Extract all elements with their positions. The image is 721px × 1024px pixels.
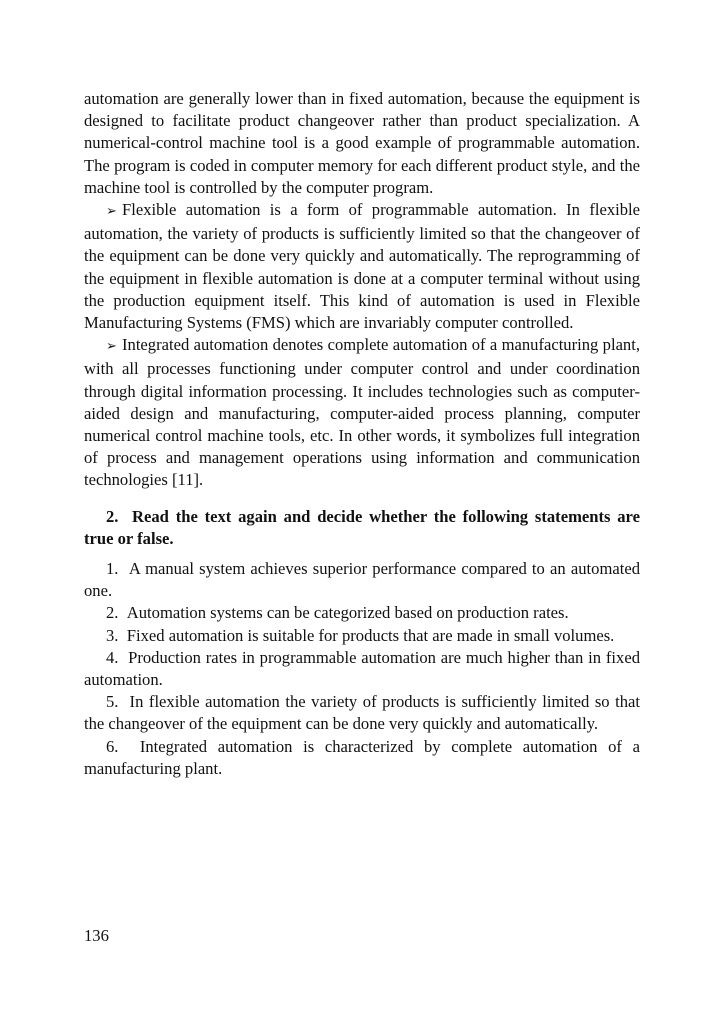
bullet-flexible-automation (84, 199, 640, 334)
statement-number: 2. (106, 603, 119, 623)
statement-number: 3. (106, 625, 119, 645)
statement-item (84, 625, 640, 647)
statement-text: A manual system achieves superior performance compared to an automated one. (84, 559, 641, 601)
statement-item (84, 691, 640, 735)
statement-item (84, 558, 640, 602)
statement-item (84, 736, 640, 780)
statement-text: Production rates in programmable automation are much higher than in fixed automation. (84, 647, 641, 690)
page-number: 136 (84, 926, 109, 945)
paragraph-continuation: automation are generally lower than in fixed automation, because the equipment is designed to facilitate product changeover rather than product specialization. A numerical-control machine tool is a good example of programmable automation. The program is coded in computer memory for each different product style, and the machine tool is controlled by the computer program. (84, 89, 640, 197)
statement-number: 5. (106, 692, 119, 712)
task-heading: 2. Read the text again and decide whether the following statements are true or false. (84, 506, 640, 548)
arrowhead-bullet-icon: ➢ (106, 204, 117, 220)
statement-text: In flexible automation the variety of products is sufficiently limited so that the changeover of the equipment can be done very quickly and automatically. (84, 692, 640, 734)
page-body (84, 88, 640, 780)
bullet-text: Flexible automation is a form of programmable automation. In flexible automation, the variety of products is sufficiently limited so that the changeover of the equipment can be done very quickly and automatically. The reprogramming of the equipment in flexible automation is done at a computer terminal without using the production equipment itself. This kind of automation is used in Flexible Manufacturing Systems (FMS) which are invariably computer controlled. (84, 200, 640, 333)
statement-number: 6. (106, 736, 119, 756)
statement-item (84, 602, 640, 624)
bullet-integrated-automation (84, 334, 640, 491)
arrowhead-bullet-icon: ➢ (106, 339, 117, 355)
statement-text: Fixed automation is suitable for products that are made in small volumes. (126, 625, 615, 645)
statement-text: Integrated automation is characterized by complete automation of a manufacturing plant. (84, 736, 640, 778)
statement-number: 4. (106, 647, 119, 667)
statement-number: 1. (106, 559, 119, 579)
statement-text: Automation systems can be categorized based on production rates. (126, 603, 569, 623)
statement-list (84, 558, 640, 780)
statement-item (84, 647, 640, 691)
bullet-text: Integrated automation denotes complete automation of a manufacturing plant, with all processes functioning under computer control and under coordination through digital information processing. It includes technologies such as computer-aided design and manufacturing, computer-aided process planning, computer numerical control machine tools, etc. In other words, it symbolizes full integration of process and management operations using information and communication technologies [11]. (84, 335, 640, 490)
